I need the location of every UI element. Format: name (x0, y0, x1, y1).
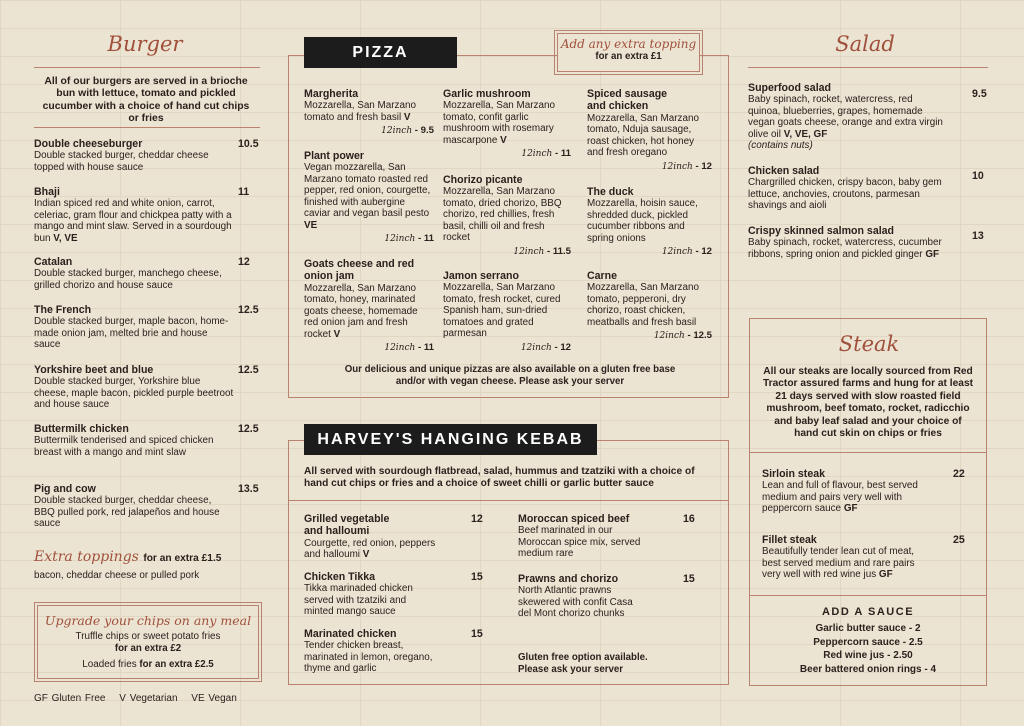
diet-tags: GF (843, 503, 858, 515)
pizza-item-name: Jamon serrano (443, 270, 519, 282)
kebab-item-name: Marinated chicken (304, 628, 397, 640)
salad-item (748, 165, 946, 212)
kebab-item-desc: North Atlantic prawns skewered with confit Casa del Mont chorizo chunks (518, 585, 633, 620)
pizza-item: Garlic mushroom Mozzarella, San Marzano tomato, confit garlic mushroom with rosemary mascarpone V 12inch - 11 (443, 88, 571, 160)
pizza-item: Goats cheese and red onion jam Mozzarella, San Marzano tomato, honey, marinated goats cheese, homemade red onion jam and fresh rocket V 12inch - 11 (304, 258, 434, 354)
size-label: 12inch (661, 247, 693, 258)
salad-item-name: Chicken salad (748, 165, 820, 177)
diet-tags: GF (925, 248, 940, 260)
pizza-item-desc: Mozzarella, San Marzano tomato, Nduja sausage, roast chicken, hot honey and fresh oregano (587, 112, 699, 159)
burger-item-name: The French (34, 304, 92, 316)
pizza-item: Spiced sausage and chicken Mozzarella, San Marzano tomato, Nduja sausage, roast chicken, hot honey and fresh oregano 12inch - 12 (587, 88, 712, 172)
burger-item-desc: Buttermilk tenderised and spiced chicken breast with a mango and mint slaw (34, 435, 214, 458)
kebab-divider (289, 500, 728, 501)
kebab-item-name: Chicken Tikka (304, 571, 376, 583)
upgrade-line-1-price: for an extra £2 (114, 642, 182, 654)
diet-tags: GF (878, 569, 893, 581)
burger-title-divider (34, 67, 260, 68)
upgrade-line-2: Loaded fries (82, 659, 137, 670)
kebab-item-price: 12 (471, 513, 483, 525)
salad-item-price: 10 (972, 170, 984, 182)
extra-toppings (34, 548, 264, 566)
pizza-item-desc: Mozzarella, San Marzano tomato, fresh rocket, cured Spanish ham, sun-dried tomatoes and grated parmesan (443, 282, 561, 340)
kebab-item (518, 573, 648, 620)
pizza-item-price: 9.5 (420, 125, 434, 137)
pizza-item: The duck Mozzarella, hoisin sauce, shredded duck, pickled cucumber ribbons and spring onions 12inch - 12 (587, 186, 712, 258)
diet-tags: V (333, 328, 341, 340)
pizza-item: Carne Mozzarella, San Marzano tomato, pepperoni, dry chorizo, roast chicken, meatballs and fresh basil 12inch - 12.5 (587, 270, 712, 342)
pizza-item-name: Garlic mushroom (443, 88, 531, 100)
steak-item-desc: Lean and full of flavour, best served medium and pairs very well with peppercorn sauce (762, 480, 918, 515)
kebab-item-desc: Tikka marinaded chicken served with tzatziki and minted mango sauce (304, 583, 413, 618)
burger-item-desc: Double stacked burger, maple bacon, home-made onion jam, melted brie and house sauce (34, 316, 229, 351)
diet-legend (34, 693, 237, 704)
burger-item-price: 11 (238, 186, 250, 198)
burger-intro-divider (34, 127, 260, 128)
pizza-item-price: 12 (701, 246, 712, 258)
pizza-item-price: 11 (423, 233, 434, 245)
burger-intro: All of our burgers are served in a brioche bun with lettuce, tomato and pickled cucumber with a choice of hand cut chips or fries (42, 76, 250, 125)
extra-topping-title: Add any extra topping (560, 37, 697, 51)
pizza-item-desc: Mozzarella, San Marzano tomato, pepperoni, dry chorizo, roast chicken, meatballs and fresh basil (587, 282, 699, 328)
extra-topping-box (557, 33, 700, 72)
burger-item (34, 256, 234, 291)
allergen-note: (contains nuts) (748, 140, 813, 152)
burger-item-price: 12.5 (238, 304, 259, 316)
steak-item (762, 468, 932, 515)
burger-item-name: Buttermilk chicken (34, 423, 129, 435)
steak-item-name: Sirloin steak (762, 468, 825, 480)
diet-tags: V (362, 549, 370, 561)
pizza-item-name: Carne (587, 270, 618, 282)
burger-item-price: 12.5 (238, 423, 259, 435)
burger-item-name: Yorkshire beet and blue (34, 364, 154, 376)
kebab-item-name: Moroccan spiced beef (518, 513, 630, 525)
diet-tags: V (403, 111, 411, 123)
burger-item-desc: Indian spiced red and white onion, carrot, celeriac, gram flour and chickpea patty with a mango and mint slaw. Served in a sourdough bun (34, 198, 232, 244)
sauce-title: ADD A SAUCE (821, 606, 915, 618)
pizza-item: Jamon serrano Mozzarella, San Marzano tomato, fresh rocket, cured Spanish ham, sun-dried tomatoes and grated parmesan 12inch - 12 (443, 270, 571, 353)
upgrade-line-1: Truffle chips or sweet potato fries (75, 631, 221, 642)
legend-gf: GF Gluten Free (34, 693, 106, 704)
pizza-item: Margherita Mozzarella, San Marzano tomato and fresh basil V 12inch - 9.5 (304, 88, 434, 137)
pizza-item-name: The duck (587, 186, 634, 198)
burger-item (34, 483, 234, 530)
diet-tags: V, VE, GF (783, 128, 828, 140)
kebab-item-name: Grilled vegetable and halloumi (304, 513, 390, 538)
pizza-item-name: Margherita (304, 88, 359, 100)
pizza-item-desc: Mozzarella, San Marzano tomato, confit garlic mushroom with rosemary mascarpone (443, 100, 555, 146)
kebab-item (304, 571, 434, 618)
burger-item-name: Pig and cow (34, 483, 96, 495)
pizza-item-name: Spiced sausage and chicken (587, 88, 668, 113)
sauce-item: Beer battered onion rings - 4 (799, 663, 937, 675)
legend-v: V Vegetarian (119, 693, 178, 704)
burger-item-price: 12 (238, 256, 250, 268)
pizza-item-desc: Mozzarella, San Marzano tomato, dried chorizo, BBQ chorizo, red chillies, fresh basil, chilli oil and fresh rocket (443, 186, 562, 244)
salad-item-price: 9.5 (972, 88, 987, 100)
burger-title: Burger (107, 32, 183, 56)
legend-ve: VE Vegan (191, 693, 237, 704)
steak-item-name: Fillet steak (762, 534, 817, 546)
sauce-item: Garlic butter sauce - 2 (815, 623, 921, 634)
burger-item-price: 13.5 (238, 483, 259, 495)
kebab-item (304, 513, 454, 561)
burger-item-price: 10.5 (238, 138, 259, 150)
salad-item (748, 82, 946, 152)
pizza-item-price: 12 (560, 341, 571, 353)
burger-item-name: Catalan (34, 256, 73, 268)
kebab-item-desc: Courgette, red onion, peppers and halloumi (304, 537, 436, 561)
sauce-list (750, 622, 986, 676)
extra-topping-price: for an extra £1 (595, 51, 662, 62)
pizza-footer: Our delicious and unique pizzas are also available on a gluten free base and/or with vegan cheese. Please ask your server (344, 364, 676, 387)
salad-title-divider (748, 67, 988, 68)
kebab-item-price: 15 (683, 573, 695, 585)
steak-intro: All our steaks are locally sourced from Red Tractor assured farms and hung for at least 21 days served with slow roasted field mushroom, beef tomato, rocket, radicchio and baby leaf salad and your choice of hand cut skin on chips or fries (762, 366, 974, 440)
salad-item-desc: Chargrilled chicken, crispy bacon, baby gem lettuce, anchovies, croutons, parmesan shavings and aioli (748, 177, 942, 212)
salad-item-name: Crispy skinned salmon salad (748, 225, 895, 237)
sauce-divider (750, 595, 986, 596)
kebab-gf-note: Gluten free option available. Please ask your server (518, 652, 648, 675)
kebab-item-price: 15 (471, 628, 483, 640)
steak-intro-divider (750, 452, 986, 453)
steak-item-price: 22 (953, 468, 965, 480)
salad-item-desc: Baby spinach, rocket, watercress, red quinoa, blueberries, grapes, homemade vegan goats cheese, orange and extra virgin olive oil (748, 94, 943, 140)
pizza-item-price: 12 (701, 160, 712, 172)
size-label: 12inch (384, 234, 416, 245)
salad-item-price: 13 (972, 230, 984, 242)
steak-item-price: 25 (953, 534, 965, 546)
kebab-item-name: Prawns and chorizo (518, 573, 619, 585)
upgrade-title: Upgrade your chips on any meal (44, 613, 252, 628)
extra-toppings-price: for an extra £1.5 (143, 553, 222, 564)
steak-item (762, 534, 932, 581)
size-label: 12inch (653, 331, 685, 342)
pizza-item-name: Goats cheese and red onion jam (304, 258, 415, 283)
burger-item (34, 304, 234, 351)
kebab-item (518, 513, 648, 560)
burger-item-desc: Double stacked burger, manchego cheese, grilled chorizo and house sauce (34, 268, 222, 291)
pizza-item-price: 11 (560, 148, 571, 160)
pizza-item-price: 11 (423, 342, 434, 354)
extra-toppings-desc: bacon, cheddar cheese or pulled pork (34, 570, 200, 581)
pizza-item-desc: Mozzarella, San Marzano tomato and fresh basil (304, 100, 416, 123)
kebab-item (304, 628, 434, 675)
pizza-item-desc: Mozzarella, San Marzano tomato, honey, marinated goats cheese, homemade red onion jam and fresh rocket (304, 282, 418, 340)
burger-item (34, 364, 234, 411)
kebab-item-price: 16 (683, 513, 695, 525)
upgrade-line-2-price: for an extra £2.5 (139, 659, 214, 670)
size-label: 12inch (521, 149, 553, 160)
pizza-item-name: Plant power (304, 150, 365, 162)
burger-item (34, 138, 234, 173)
size-label: 12inch (381, 126, 413, 137)
size-label: 12inch (520, 342, 552, 353)
extra-toppings-title: Extra toppings (34, 549, 139, 565)
steak-item-desc: Beautifully tender lean cut of meat, best served medium and rare pairs very well with red wine jus (762, 546, 915, 581)
burger-item-desc: Double stacked burger, cheddar cheese, BBQ pulled pork, red jalapeños and house sauce (34, 495, 220, 530)
pizza-item-price: 11.5 (552, 245, 571, 257)
burger-item-desc: Double stacked burger, Yorkshire blue cheese, maple bacon, pickled purple beetroot and house sauce (34, 376, 234, 411)
sauce-item: Peppercorn sauce - 2.5 (813, 636, 923, 648)
burger-item-desc: Double stacked burger, cheddar cheese topped with house sauce (34, 150, 209, 173)
sauce-item: Red wine jus - 2.50 (823, 650, 913, 661)
salad-item-desc: Baby spinach, rocket, watercress, cucumber ribbons, spring onion and pickled ginger (748, 237, 942, 260)
size-label: 12inch (513, 246, 545, 257)
kebab-item-desc: Tender chicken breast, marinated in lemon, oregano, thyme and garlic (304, 640, 433, 675)
kebab-item-desc: Beef marinated in our Moroccan spice mix, served medium rare (518, 525, 641, 560)
pizza-item-desc: Vegan mozzarella, San Marzano tomato roasted red pepper, red onion, courgette, finished with aubergine caviar and vegan basil pesto (304, 162, 431, 220)
size-label: 12inch (384, 343, 416, 354)
steak-title: Steak (838, 332, 900, 356)
burger-item (34, 186, 234, 244)
upgrade-box (37, 605, 259, 679)
diet-tags: V (500, 134, 507, 146)
salad-item (748, 225, 946, 260)
pizza-item-price: 12.5 (693, 330, 712, 342)
kebab-banner: HARVEY'S HANGING KEBAB (304, 424, 597, 455)
burger-item-name: Double cheeseburger (34, 138, 143, 150)
burger-item-name: Bhaji (34, 186, 60, 198)
kebab-item-price: 15 (471, 571, 483, 583)
pizza-item: Plant power Vegan mozzarella, San Marzano tomato roasted red pepper, red onion, courgette, finished with aubergine caviar and vegan basil pesto VE 12inch - 11 (304, 150, 434, 245)
burger-item-price: 12.5 (238, 364, 259, 376)
diet-tags: VE (304, 219, 318, 231)
pizza-item-name: Chorizo picante (443, 174, 523, 186)
salad-title: Salad (835, 32, 895, 56)
burger-item (34, 423, 234, 458)
diet-tags: V, VE (53, 232, 78, 244)
kebab-intro: All served with sourdough flatbread, salad, hummus and tzatziki with a choice of hand cut chips or fries and a choice of sweet chilli or garlic butter sauce (304, 466, 695, 489)
pizza-banner: PIZZA (304, 37, 457, 68)
size-label: 12inch (661, 161, 693, 172)
pizza-item: Chorizo picante Mozzarella, San Marzano tomato, dried chorizo, BBQ chorizo, red chillies, fresh basil, chilli oil and fresh rocket 12inch - 11.5 (443, 174, 571, 257)
salad-item-name: Superfood salad (748, 82, 831, 94)
pizza-item-desc: Mozzarella, hoisin sauce, shredded duck, pickled cucumber ribbons and spring onions (587, 198, 698, 244)
